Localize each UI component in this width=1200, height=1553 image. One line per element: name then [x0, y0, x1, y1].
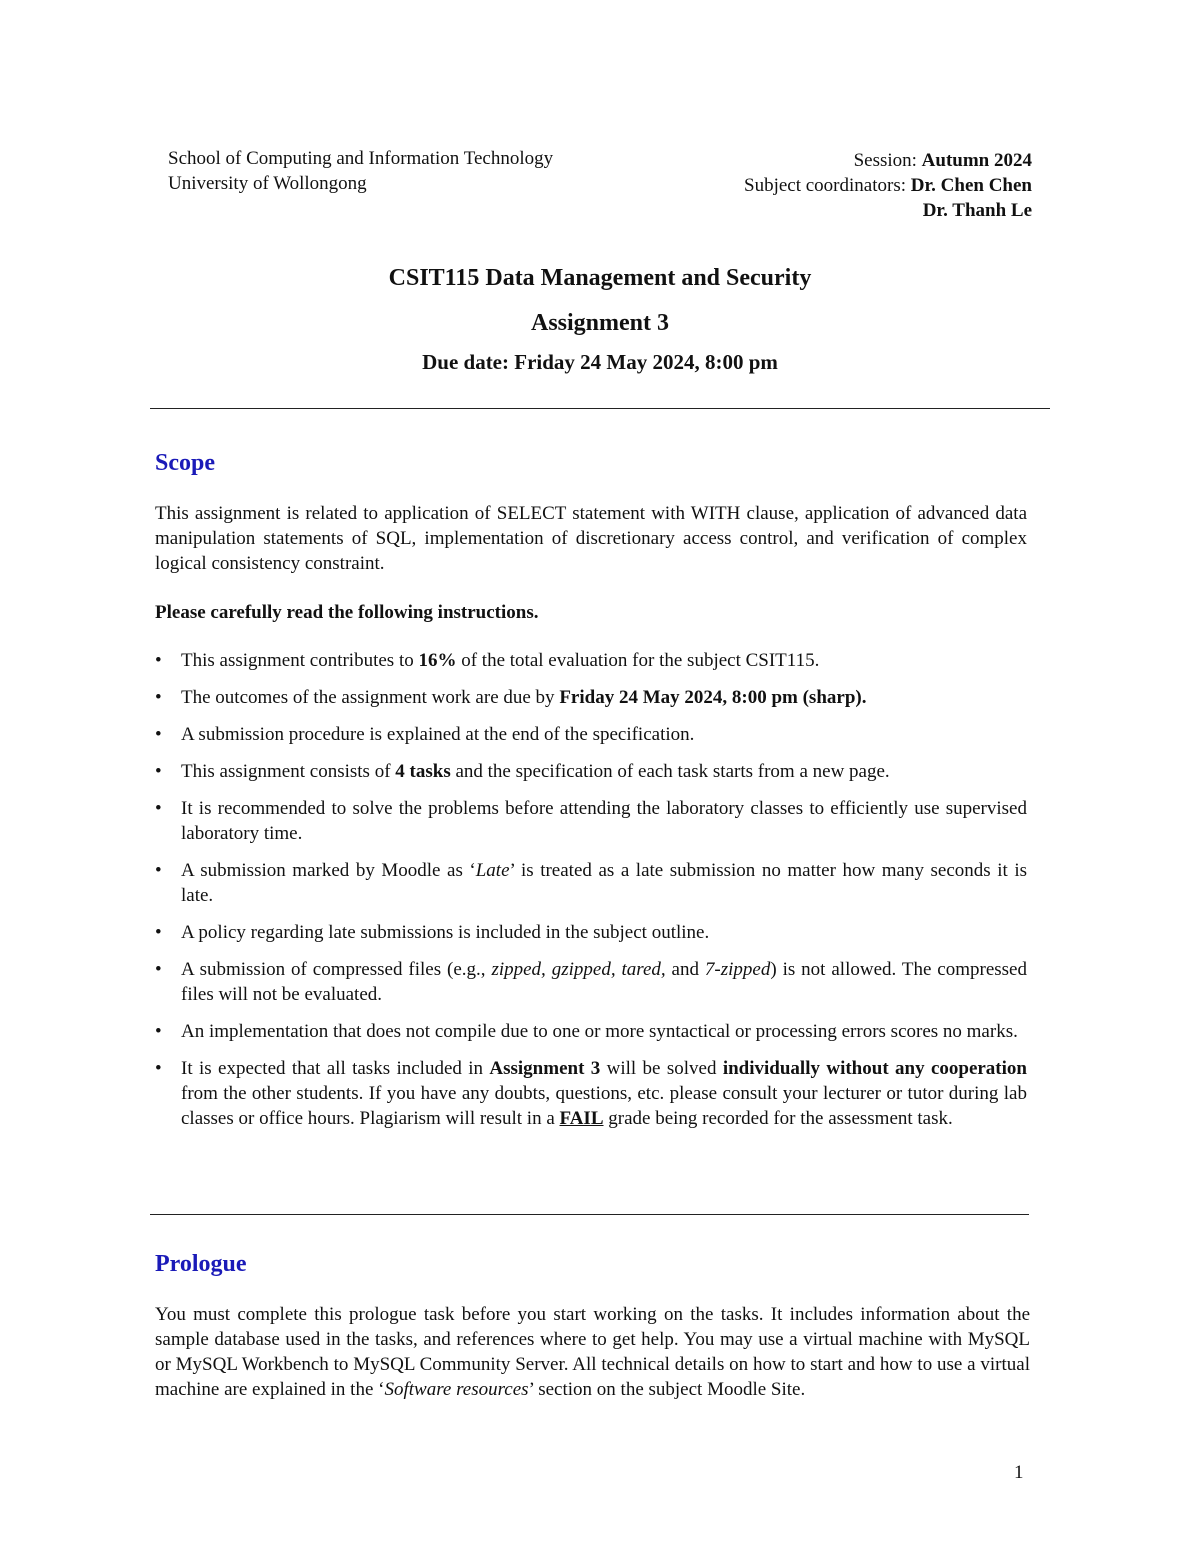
list-item: • This assignment consists of 4 tasks and the specification of each task starts from a new page. [155, 761, 890, 782]
session-label: Session: [853, 150, 922, 171]
list-item: • It is recommended to solve the problems before attending the laboratory classes to efficiently use supervised laboratory time. [155, 798, 1027, 844]
list-item: • The outcomes of the assignment work are due by Friday 24 May 2024, 8:00 pm (sharp). [155, 687, 867, 708]
list-item: • It is expected that all tasks included in Assignment 3 will be solved individually without any cooperation from the other students. If you have any doubts, questions, etc. please consult your lecturer or tutor during lab classes or office hours. Plagiarism will result in a FAIL grade being recorded for the assessment task. [155, 1058, 1027, 1129]
header-institution [168, 146, 553, 196]
header-session [744, 148, 1032, 223]
instructions-list [155, 648, 1027, 1143]
coordinators-line [744, 173, 1032, 198]
assignment-title: Assignment 3 [530, 310, 669, 336]
instructions-heading: Please carefully read the following instructions. [155, 602, 539, 623]
scope-text: This assignment is related to application of SELECT statement with WITH clause, application of advanced data manipulation statements of SQL, implementation of discretionary access control, and verification of complex logical consistency constraint. [155, 503, 1027, 574]
list-item: • A policy regarding late submissions is included in the subject outline. [155, 922, 710, 943]
prologue-heading: Prologue [155, 1251, 247, 1277]
school-name: School of Computing and Information Technology [168, 148, 554, 169]
list-item: • An implementation that does not compile due to one or more syntactical or processing errors scores no marks. [155, 1021, 1018, 1042]
list-item: • This assignment contributes to 16% of the total evaluation for the subject CSIT115. [155, 650, 820, 671]
divider [150, 1214, 1029, 1215]
university-name: University of Wollongong [168, 173, 367, 194]
list-item: • A submission of compressed files (e.g., zipped, gzipped, tared, and 7-zipped) is not allowed. The compressed files will not be evaluated. [155, 959, 1027, 1005]
list-item: • A submission procedure is explained at the end of the specification. [155, 724, 695, 745]
page-number: 1 [1014, 1462, 1024, 1483]
coordinator-2: Dr. Thanh Le [922, 200, 1032, 221]
scope-heading: Scope [155, 450, 215, 476]
session-line [744, 148, 1032, 173]
divider [150, 408, 1050, 409]
coordinators-label: Subject coordinators: [744, 175, 911, 196]
list-item: • A submission marked by Moodle as ‘Late’ is treated as a late submission no matter how many seconds it is late. [155, 860, 1027, 906]
due-date: Due date: Friday 24 May 2024, 8:00 pm [422, 350, 778, 374]
subject-title: CSIT115 Data Management and Security [388, 265, 812, 291]
session-value: Autumn 2024 [921, 150, 1032, 171]
prologue-text: You must complete this prologue task before you start working on the tasks. It includes information about the sample database used in the tasks, and references where to get help. You may use a virtual machine with MySQL or MySQL Workbench to MySQL Community Server. All technical details on how to start and how to use a virtual machine are explained in the ‘Software resources’ section on the subject Moodle Site. [155, 1304, 1030, 1400]
coordinator-1: Dr. Chen Chen [910, 175, 1032, 196]
